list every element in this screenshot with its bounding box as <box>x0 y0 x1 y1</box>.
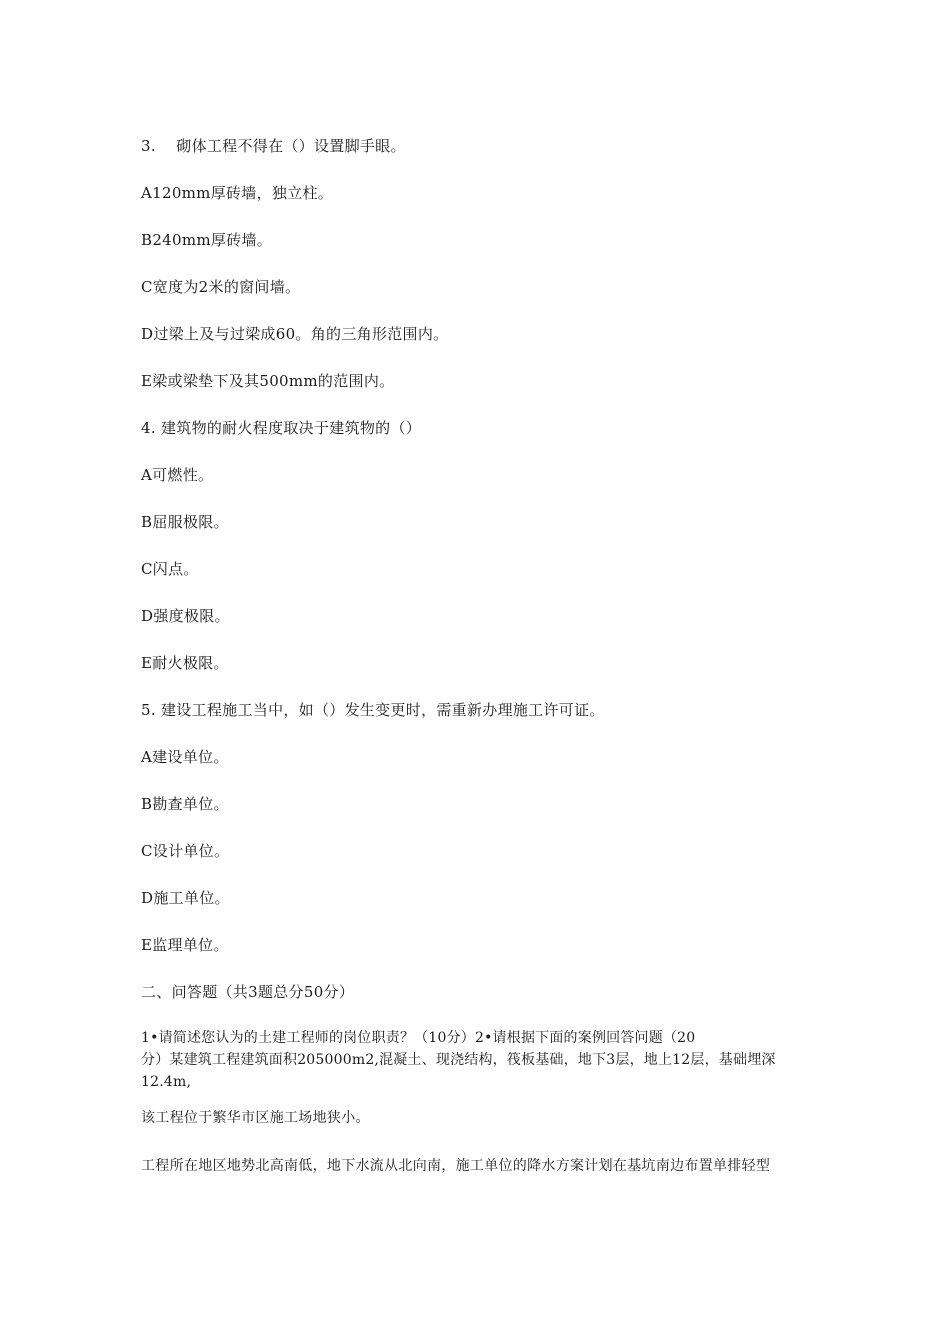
question-4: 4. 建筑物的耐火程度取决于建筑物的（） <box>141 419 422 437</box>
q5-option-a: A建设单位。 <box>141 748 229 766</box>
paragraph-line-2: 分）某建筑工程建筑面积205000m2,混凝土、现浇结构，筏板基础，地下3层，地上12层，基础埋深 <box>141 1052 776 1068</box>
q3-option-d: D过梁上及与过梁成60。角的三角形范围内。 <box>141 325 449 343</box>
paragraph-line-3: 12.4m, <box>141 1074 192 1090</box>
section-2-title: 二、问答题（共3题总分50分） <box>141 983 355 1001</box>
q4-option-e: E耐火极限。 <box>141 654 229 672</box>
q4-option-a: A可燃性。 <box>141 466 214 484</box>
section-2-line-terrain: 工程所在地区地势北高南低，地下水流从北向南，施工单位的降水方案计划在基坑南边布置单排轻型 <box>141 1158 771 1174</box>
section-2-line-location: 该工程位于繁华市区施工场地狭小。 <box>141 1110 370 1126</box>
q5-option-b: B勘查单位。 <box>141 795 229 813</box>
q3-option-e: E梁或梁垫下及其500mm的范围内。 <box>141 372 395 390</box>
q5-option-e: E监理单位。 <box>141 936 229 954</box>
q3-option-c: C宽度为2米的窗间墙。 <box>141 278 301 296</box>
question-3: 3. 砌体工程不得在（）设置脚手眼。 <box>141 137 406 155</box>
q4-option-d: D强度极限。 <box>141 607 230 625</box>
q4-option-b: B屈服极限。 <box>141 513 229 531</box>
q5-option-c: C设计单位。 <box>141 842 230 860</box>
q3-option-b: B240mm厚砖墙。 <box>141 231 273 249</box>
question-5: 5. 建设工程施工当中，如（）发生变更时，需重新办理施工许可证。 <box>141 701 605 719</box>
q3-option-a: A120mm厚砖墙，独立柱。 <box>141 184 334 202</box>
section-2-paragraph <box>141 1027 805 1093</box>
q4-option-c: C闪点。 <box>141 560 199 578</box>
q5-option-d: D施工单位。 <box>141 889 230 907</box>
paragraph-line-1: 1•请简述您认为的土建工程师的岗位职责？（10分）2•请根据下面的案例回答问题（20 <box>141 1030 696 1046</box>
